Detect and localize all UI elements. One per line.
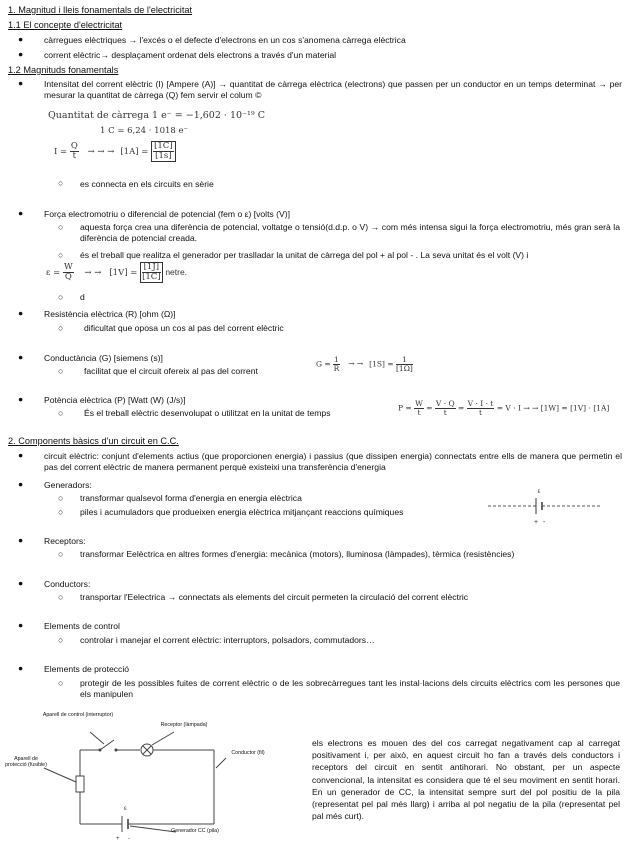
bullet: ● [18, 352, 24, 362]
control-desc: controlar i manejar el corrent elèctric: interruptors, polsadors, commutadors… [80, 635, 375, 645]
receptor-label: Receptor (làmpada) [160, 722, 208, 728]
generators-desc-1: transformar qualsevol forma d'energia en energia elèctrica [80, 493, 302, 503]
bullet: ● [18, 479, 24, 489]
conductance-description: facilitat que el circuit ofereix al pas del corrent [84, 366, 258, 376]
bullet: ● [18, 535, 24, 545]
sub-bullet: ○ [58, 178, 64, 188]
bullet: ● [18, 34, 24, 44]
bullet: ● [18, 663, 24, 673]
conductance-formula: G = $\frac{1}{R}$ → → [1S] = $\frac{1}{[1\Omega]}$ [316, 355, 413, 373]
protection-item: Elements de protecció [44, 664, 130, 674]
battery-symbol [486, 484, 606, 526]
circuit-definition: circuit elèctric: conjunt d'elements actius (que proporcionen energia) i passius (que dissipen energia) connectats entre ells de manera que permetin el pas del corrent elèctric de manera permanent perquè existeixi una transferència d'energia [44, 451, 622, 473]
conductor-label: Conductor (fil) [231, 750, 265, 756]
sub-bullet: ○ [58, 493, 64, 503]
sub-bullet: ○ [58, 549, 64, 559]
intensity-formula: I = $\frac{Q}{t}$ → → → [1A] = $\frac{[1C]}{[1s]}$ [54, 141, 176, 162]
current-item: corrent elèctric→ desplaçament ordenat dels electrons a través d'un material [44, 50, 337, 60]
charge-formula: Quantitat de càrrega 1 e⁻ = −1,602 · 10⁻¹⁹ C [48, 110, 265, 121]
heading-1-2: 1.2 Magnituds fonamentals [8, 65, 119, 75]
heading-2: 2. Components bàsics d'un circuit en C.C. [8, 436, 179, 446]
sub-bullet: ○ [58, 408, 64, 418]
electron-flow-explanation: els electrons es mouen des del cos carregat negativament cap al carregat positivament i, per això, en aquest circuit ho fan a través dels conductors i receptors del circuit en sentit antihorari. No obstant, per un aspecte convencional, la intensitat es considera que té el seu moviment en sentit horari. En un generador de CC, la intensitat sempre surt del pol positiu de la pila (representat pel pal més llarg) i arriba al pol negatiu de la pila (representat pel pal més curt). [312, 738, 620, 822]
receptors-desc: transformar Eelèctrica en altres formes d'energia: mecànica (motors), lluminosa (làmpades), tèrmica (resistències) [80, 549, 515, 559]
conductors-item: Conductors: [44, 579, 91, 589]
intensity-item: Intensitat del corrent elèctric (I) [Ampere (A)] → quantitat de càrrega elèctrica (electrons) que passen per un conductor en un temps determinat → per mesurar la quantitat de càrrega (Q) fem servir el colum © [44, 79, 622, 101]
resistance-description: dificultat que oposa un cos al pas del corrent elèctric [84, 323, 284, 333]
minus-label: - [543, 519, 546, 526]
protection-desc: protegir de les possibles fuites de corrent elèctric o de les sobrecàrregues tant les instal·lacions dels circuits elèctrics com les persones que els manipulen [80, 678, 620, 700]
bullet: ● [18, 578, 24, 588]
charges-item: càrregues elèctriques → l'excés o el defecte d'electrons en un cos s'anomena càrrega elèctrica [44, 35, 406, 45]
receptors-item: Receptors: [44, 536, 86, 546]
heading-1-1: 1.1 El concepte d'electricitat [8, 20, 123, 30]
heading-1: 1. Magnitud i lleis fonamentals de l'electricitat [8, 5, 193, 15]
bullet: ● [18, 208, 24, 218]
bullet: ● [18, 620, 24, 630]
coulomb-formula: 1 C = 6,24 · 1018 e⁻ [100, 126, 189, 136]
conductors-desc: transportar l'Eelectrica → connectats als elements del circuit permeten la circulació del corrent elèctric [80, 592, 469, 602]
plus-label: + [534, 519, 539, 526]
control-label: Aparell de control (interruptor) [42, 712, 114, 718]
protection-label: Aparell de protecció (fusible) [5, 756, 47, 769]
sub-bullet: ○ [58, 222, 64, 232]
emf-symbol-label: ε [537, 489, 541, 495]
generator-label: Generador CC (pila) [171, 828, 219, 834]
bullet: ● [18, 78, 24, 88]
power-description: És el treball elèctric desenvolupat o utilitzat en la unitat de temps [84, 408, 331, 418]
resistance-item: Resistència elèctrica (R) [ohm (Ω)] [44, 309, 176, 319]
sub-bullet: ○ [58, 250, 64, 260]
emf-work: és el treball que realitza el generador per traslladar la unitat de càrrega del pol + al pol - . La seva unitat és el volt (V) i [80, 250, 529, 260]
sub-bullet: ○ [58, 507, 64, 517]
circuit-diagram [4, 710, 294, 846]
generators-item: Generadors: [44, 480, 92, 490]
battery-emf-label: ε [124, 806, 127, 812]
control-item: Elements de control [44, 621, 120, 631]
sub-bullet: ○ [58, 635, 64, 645]
sub-bullet: ○ [58, 323, 64, 333]
sub-bullet: ○ [58, 678, 64, 688]
emf-formula: ε = $\frac{W}{Q}$ → → [1V] = $\frac{[1J]}{[1C]}$ netre. [46, 262, 188, 282]
battery-minus: - [128, 836, 130, 842]
emf-extra: d [80, 292, 85, 302]
bullet: ● [18, 49, 24, 59]
bullet: ● [18, 394, 24, 404]
sub-bullet: ○ [58, 366, 64, 376]
emf-item: Força electromotriu o diferencial de potencial (fem o ε) [volts (V)] [44, 209, 290, 219]
sub-bullet: ○ [58, 292, 64, 302]
battery-plus: + [116, 836, 120, 842]
conductance-item: Conductància (G) [siemens (s)] [44, 353, 163, 363]
emf-description: aquesta força crea una diferència de potencial, voltatge o tensió(d.d.p. o V) → com més intensa sigui la força electromotriu, més gran serà la diferència de potencial creada. [80, 222, 620, 244]
bullet: ● [18, 308, 24, 318]
generators-desc-2: piles i acumuladors que produeixen energia elèctrica mitjançant reaccions químiques [80, 507, 404, 517]
power-item: Potència elèctrica (P) [Watt (W) (J/s)] [44, 395, 186, 405]
sub-bullet: ○ [58, 592, 64, 602]
power-formula: P = $\frac{W}{t}$ = $\frac{V \cdot Q}{t}$ = $\frac{V \cdot I \cdot t}{t}$ = V · I → → [1W] = [1V] · [1A] [398, 399, 610, 417]
intensity-series-note: es connecta en els circuits en sèrie [80, 179, 214, 189]
bullet: ● [18, 450, 24, 460]
